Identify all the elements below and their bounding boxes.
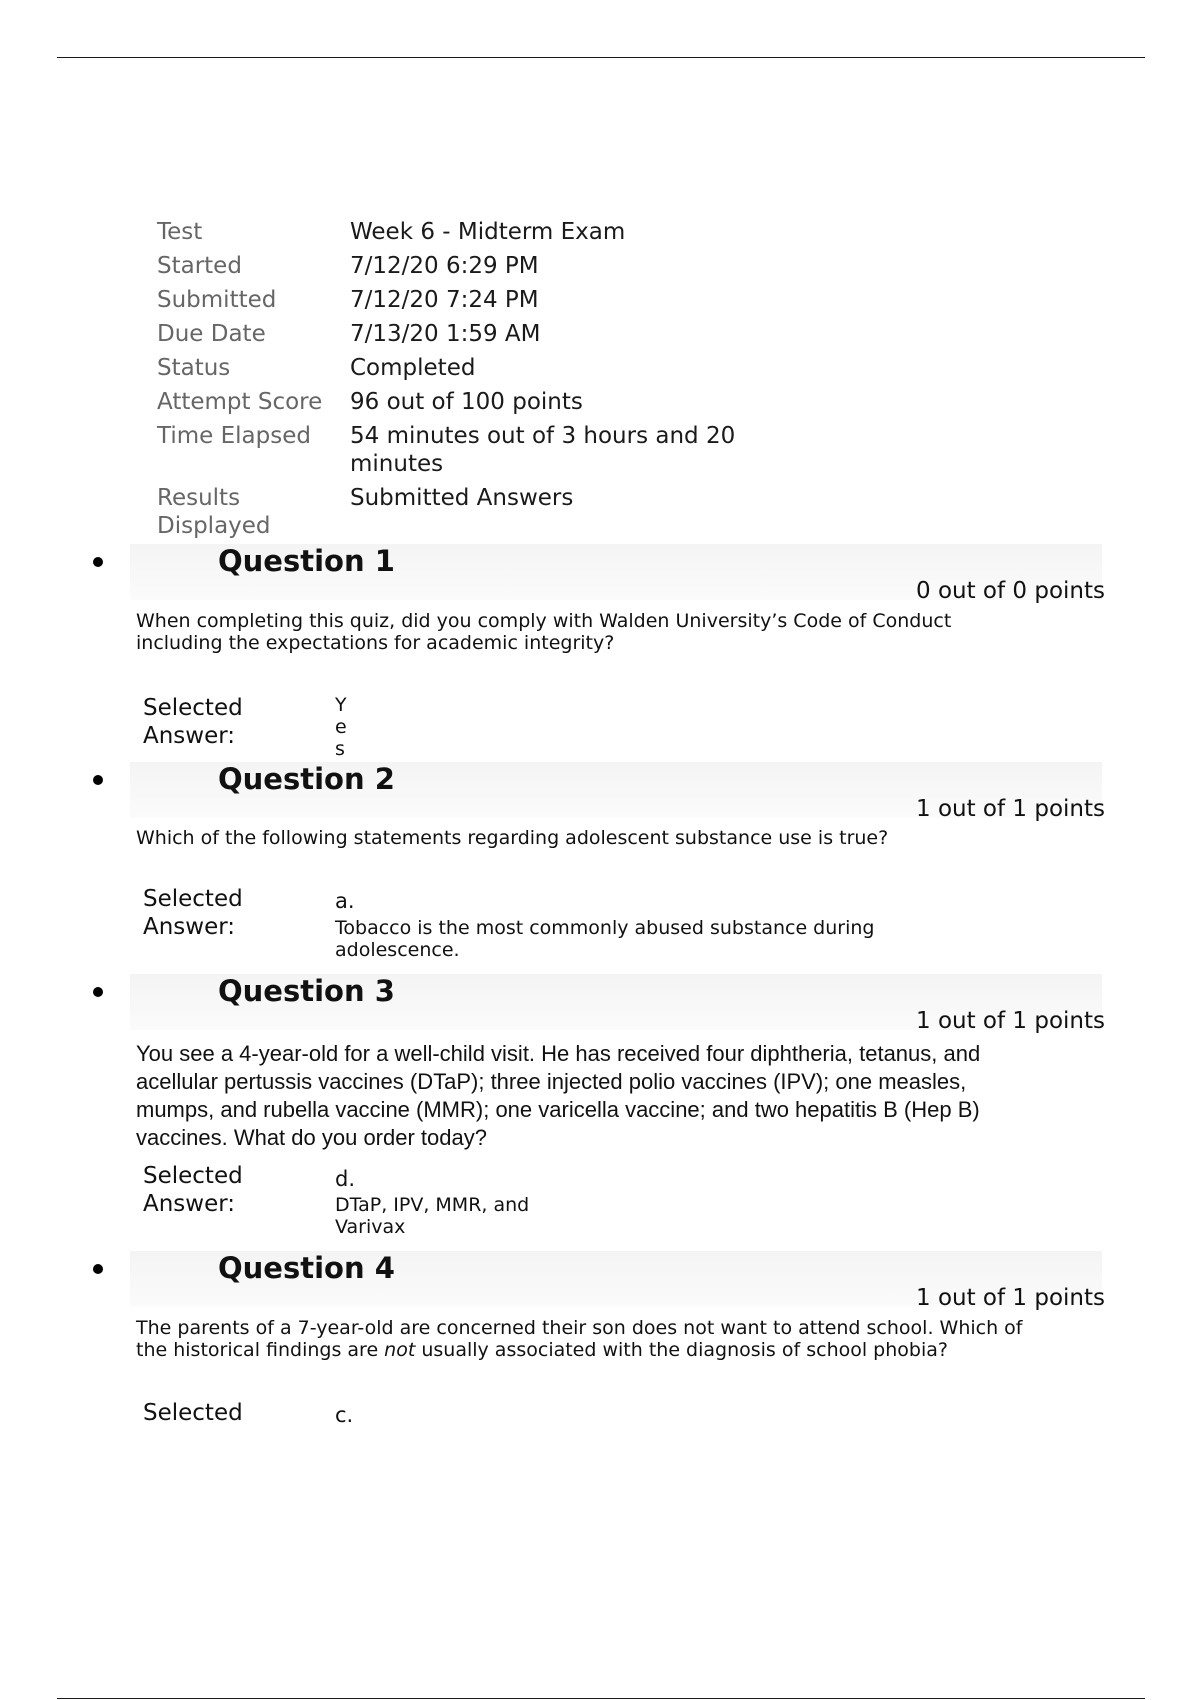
selected-answer-text: Yes <box>335 694 347 760</box>
question-points: 1 out of 1 points <box>916 796 1105 822</box>
summary-label: Due Date <box>157 321 266 347</box>
summary-row-test <box>157 215 760 249</box>
question-title: Question 2 <box>218 762 395 796</box>
question-text <box>136 1317 1036 1361</box>
question-title: Question 3 <box>218 974 395 1008</box>
summary-label: Attempt Score <box>157 389 323 415</box>
summary-label: Submitted <box>157 287 277 313</box>
summary-label: Results Displayed <box>157 485 271 539</box>
question-title: Question 4 <box>218 1251 395 1285</box>
selected-answer-text: Tobacco is the most commonly abused substance during adolescence. <box>335 917 875 961</box>
question-text: When completing this quiz, did you comply with Walden University’s Code of Conduct including the expectations for academic integrity? <box>136 610 952 654</box>
top-rule <box>57 57 1145 58</box>
summary-row-submitted <box>157 283 760 317</box>
summary-value: Completed <box>350 355 476 381</box>
summary-row-time-elapsed <box>157 419 760 481</box>
summary-label: Test <box>157 219 203 245</box>
summary-value: Week 6 - Midterm Exam <box>350 219 626 245</box>
bullet-icon <box>93 987 103 997</box>
summary-row-status <box>157 351 760 385</box>
question-text-part: The parents of a 7-year-old are concerned their son does not want to attend school. Which of the historical findings are <box>136 1317 1023 1361</box>
question-points: 1 out of 1 points <box>916 1285 1105 1311</box>
summary-row-attempt-score <box>157 385 760 419</box>
summary-value: 7/13/20 1:59 AM <box>350 321 541 347</box>
selected-answer-label: Selected <box>143 1400 243 1426</box>
bullet-icon <box>93 557 103 567</box>
selected-answer-letter: a. <box>335 889 355 913</box>
summary-value: 54 minutes out of 3 hours and 20 minutes <box>350 423 736 477</box>
question-text: You see a 4-year-old for a well-child visit. He has received four diphtheria, tetanus, and acellular pertussis vaccines (DTaP); three injected polio vaccines (IPV); one measles, mumps, and rubella vaccine (MMR); one varicella vaccine; and two hepatitis B (Hep B) vaccines. What do you order today? <box>136 1041 981 1150</box>
summary-row-started <box>157 249 760 283</box>
bullet-icon <box>93 775 103 785</box>
summary-value: 7/12/20 6:29 PM <box>350 253 539 279</box>
attempt-summary-table <box>157 215 760 543</box>
bullet-icon <box>93 1264 103 1274</box>
summary-label: Status <box>157 355 231 381</box>
summary-value: 96 out of 100 points <box>350 389 583 415</box>
selected-answer-label: Selected Answer: <box>143 695 243 749</box>
summary-value: Submitted Answers <box>350 485 574 511</box>
question-points: 1 out of 1 points <box>916 1008 1105 1034</box>
question-title: Question 1 <box>218 544 395 578</box>
question-text-emphasis: not <box>384 1339 416 1361</box>
question-text: Which of the following statements regarding adolescent substance use is true? <box>136 827 889 849</box>
selected-answer-label: Selected Answer: <box>143 1163 243 1217</box>
summary-row-results-displayed <box>157 481 760 543</box>
selected-answer-text: DTaP, IPV, MMR, and Varivax <box>335 1194 530 1238</box>
summary-value: 7/12/20 7:24 PM <box>350 287 539 313</box>
summary-label: Time Elapsed <box>157 423 311 449</box>
bottom-rule <box>57 1698 1145 1699</box>
selected-answer-label: Selected Answer: <box>143 886 243 940</box>
selected-answer-letter: c. <box>335 1403 354 1427</box>
summary-row-due-date <box>157 317 760 351</box>
question-text-part: usually associated with the diagnosis of school phobia? <box>415 1339 948 1361</box>
selected-answer-letter: d. <box>335 1167 356 1191</box>
summary-label: Started <box>157 253 242 279</box>
question-points: 0 out of 0 points <box>916 578 1105 604</box>
